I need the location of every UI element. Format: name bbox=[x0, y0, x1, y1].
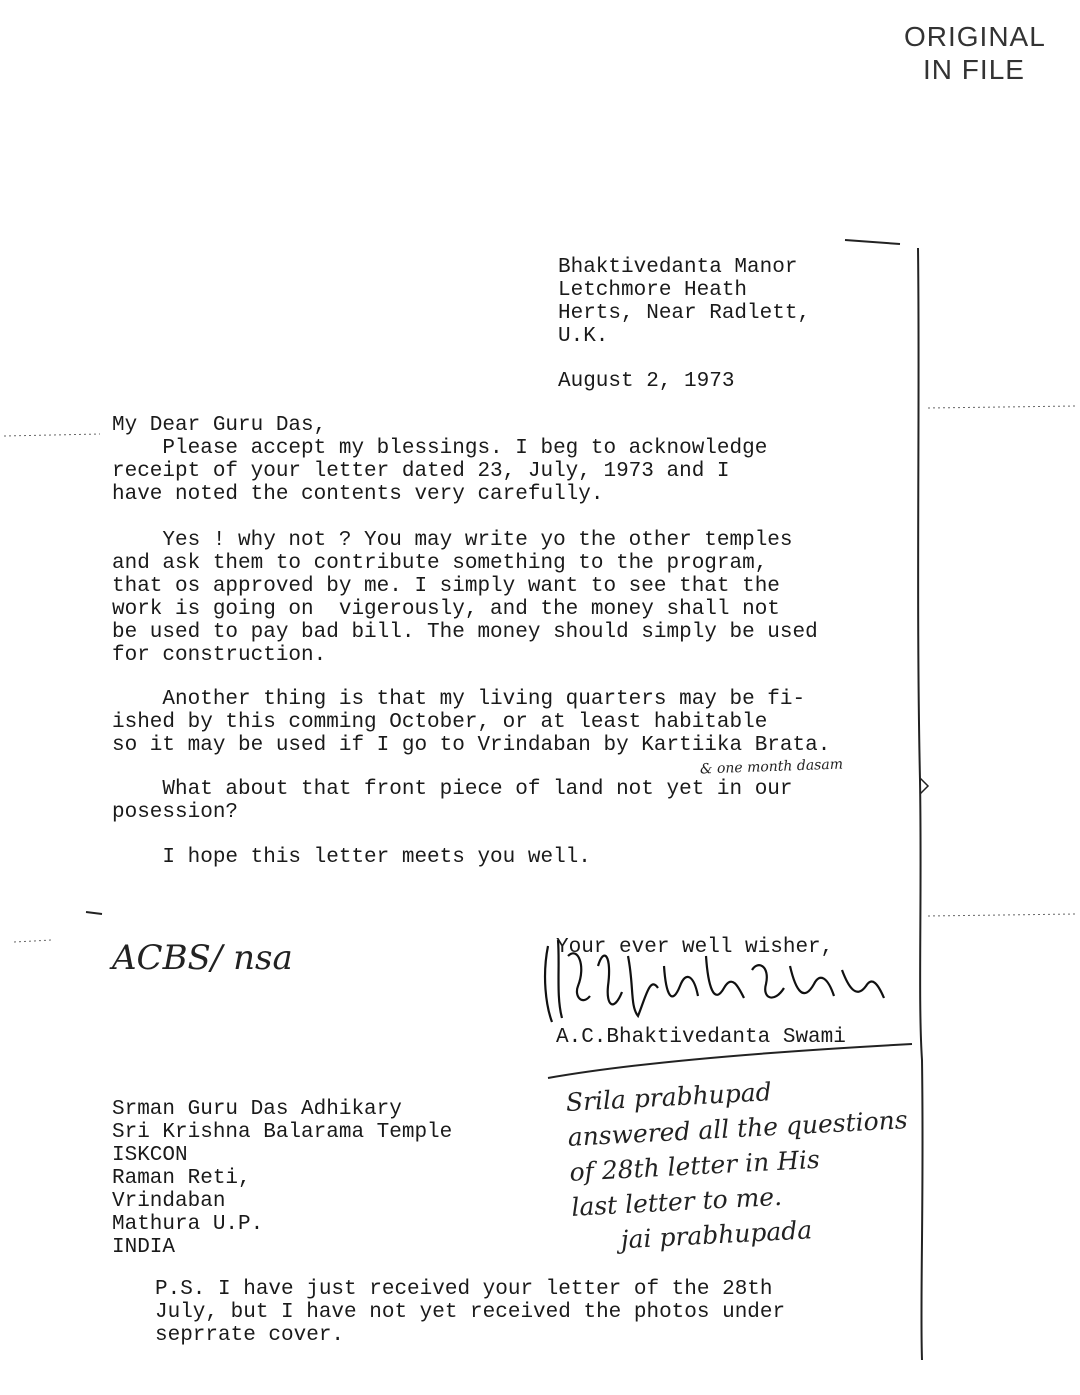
text-line: What about that front piece of land not yet in our bbox=[112, 778, 793, 801]
ps-line: seprrate cover. bbox=[155, 1324, 345, 1347]
scatter-mark-right-1 bbox=[928, 406, 1076, 408]
handwritten-note bbox=[565, 1066, 934, 1260]
scatter-mark-left-2 bbox=[14, 940, 52, 942]
closing: Your ever well wisher, bbox=[556, 936, 834, 959]
margin-dash-left bbox=[86, 912, 102, 914]
note-line: Srila prabhupad bbox=[565, 1077, 773, 1117]
signature-name: A.C.Bhaktivedanta Swami bbox=[556, 1026, 846, 1049]
note-line: of 28th letter in His bbox=[568, 1144, 821, 1187]
handwritten-insert: & one month dasam bbox=[699, 756, 844, 778]
ps-line: P.S. I have just received your letter of the 28th bbox=[155, 1278, 773, 1301]
postscript bbox=[155, 1278, 785, 1347]
recipient-line: Raman Reti, bbox=[112, 1167, 251, 1190]
text-line: so it may be used if I go to Vrindaban by Kartiika Brata. bbox=[112, 734, 831, 757]
note-line: answered all the questions bbox=[566, 1105, 909, 1152]
text-line: ished by this comming October, or at least habitable bbox=[112, 711, 768, 734]
recipient-line: Sri Krishna Balarama Temple bbox=[112, 1121, 453, 1144]
insert-caret bbox=[920, 778, 928, 794]
scatter-mark-right-2 bbox=[928, 914, 1076, 916]
text-line: and ask them to contribute something to the program, bbox=[112, 552, 768, 575]
scatter-mark-left-1 bbox=[4, 434, 100, 436]
paragraph-5 bbox=[112, 846, 902, 869]
recipient-line: Vrindaban bbox=[112, 1190, 226, 1213]
text-line: have noted the contents very carefully. bbox=[112, 483, 604, 506]
text-line: for construction. bbox=[112, 644, 327, 667]
paragraph-2 bbox=[112, 529, 902, 667]
text-line: work is going on vigerously, and the money shall not bbox=[112, 598, 780, 621]
text-line: be used to pay bad bill. The money should simply be used bbox=[112, 621, 818, 644]
stamp-line-2: IN FILE bbox=[923, 54, 1025, 85]
text-line: that os approved by me. I simply want to see that the bbox=[112, 575, 780, 598]
recipient-line: INDIA bbox=[112, 1236, 176, 1259]
sender-address bbox=[558, 256, 810, 348]
text-line: Please accept my blessings. I beg to acknowledge bbox=[112, 437, 768, 460]
text-line: receipt of your letter dated 23, July, 1973 and I bbox=[112, 460, 730, 483]
text-line: Yes ! why not ? You may write yo the other temples bbox=[112, 529, 793, 552]
address-line: Herts, Near Radlett, bbox=[558, 302, 811, 325]
text-line: Another thing is that my living quarters may be fi- bbox=[112, 688, 806, 711]
letter-date: August 2, 1973 bbox=[558, 370, 735, 393]
paragraph-4 bbox=[112, 778, 902, 824]
original-in-file-stamp bbox=[904, 20, 1044, 86]
recipient-line: Srman Guru Das Adhikary bbox=[112, 1098, 402, 1121]
recipient-line: Mathura U.P. bbox=[112, 1213, 264, 1236]
stamp-line-1: ORIGINAL bbox=[904, 21, 1046, 52]
paragraph-1 bbox=[112, 437, 902, 506]
address-line: Bhaktivedanta Manor bbox=[558, 256, 798, 279]
salutation: My Dear Guru Das, bbox=[112, 414, 327, 437]
paragraph-3 bbox=[112, 688, 902, 757]
recipient-line: ISKCON bbox=[112, 1144, 188, 1167]
text-line: I hope this letter meets you well. bbox=[112, 846, 591, 869]
address-line: U.K. bbox=[558, 325, 609, 348]
recipient-address bbox=[112, 1098, 452, 1259]
text-line: posession? bbox=[112, 801, 239, 824]
address-line: Letchmore Heath bbox=[558, 279, 748, 302]
handwritten-signature bbox=[538, 926, 908, 1036]
reference-note: ACBS/ nsa bbox=[112, 938, 293, 978]
note-line: last letter to me. bbox=[570, 1181, 783, 1222]
note-line: jai prabhupada bbox=[572, 1215, 813, 1257]
ps-line: July, but I have not yet received the photos under bbox=[155, 1301, 786, 1324]
